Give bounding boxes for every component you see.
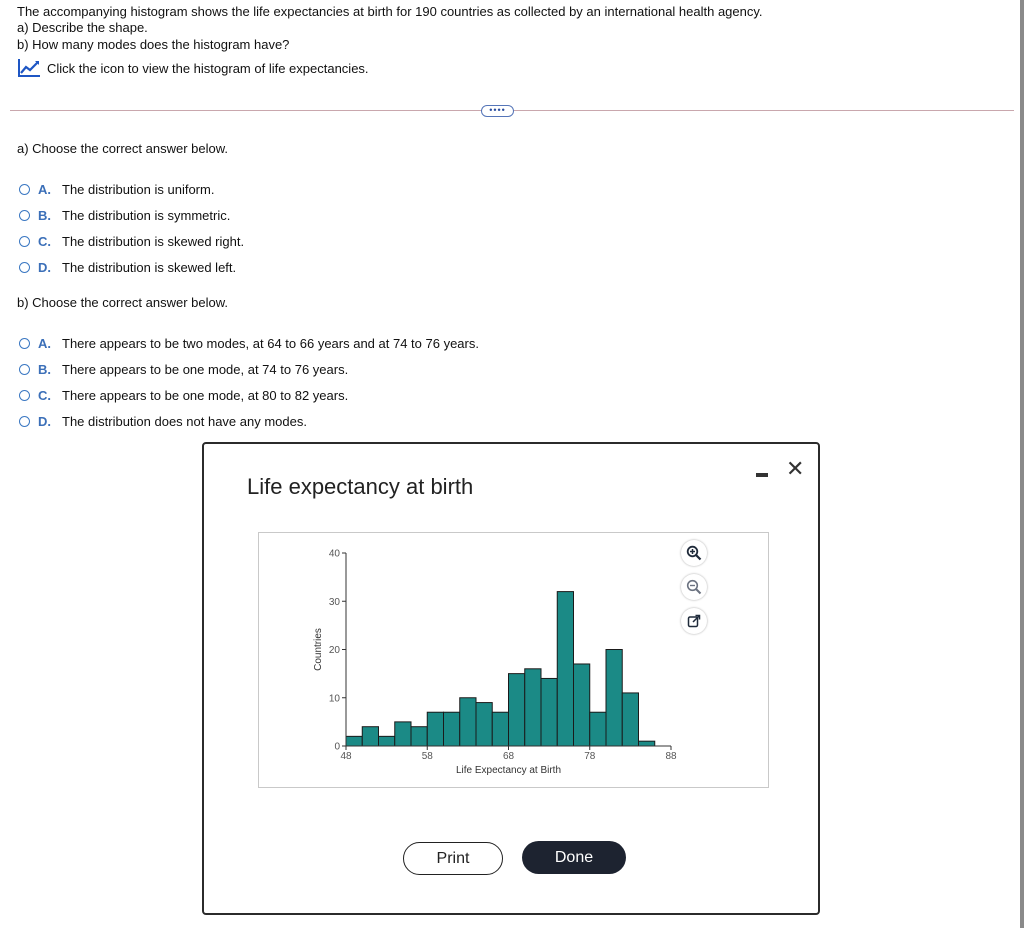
histogram-bar (346, 736, 362, 746)
histogram-bar (541, 678, 557, 746)
question-part-b: b) How many modes does the histogram have? (17, 37, 290, 52)
part-b-prompt: b) Choose the correct answer below. (17, 295, 228, 310)
question-part-a: a) Describe the shape. (17, 20, 148, 35)
histogram-bar (622, 693, 638, 746)
histogram-bar (362, 727, 378, 746)
x-tick-label: 68 (502, 751, 515, 762)
histogram-bar (395, 722, 411, 746)
radio-circle-icon[interactable] (19, 210, 30, 221)
histogram-bar (509, 674, 525, 746)
done-button[interactable]: Done (522, 841, 626, 874)
option-letter: D. (38, 413, 51, 429)
histogram-bar (427, 712, 443, 746)
histogram-bar (444, 712, 460, 746)
option-text: The distribution does not have any modes. (62, 413, 307, 429)
question-intro: The accompanying histogram shows the life expectancies at birth for 190 countries as collected by an international health agency. (17, 4, 763, 19)
radio-circle-icon[interactable] (19, 364, 30, 375)
option-text: There appears to be one mode, at 74 to 76 years. (62, 361, 349, 377)
zoom-in-icon (686, 545, 702, 561)
zoom-out-icon (686, 579, 702, 595)
close-icon[interactable]: ✕ (786, 456, 805, 481)
histogram-bar (476, 703, 492, 746)
option-text: The distribution is uniform. (62, 181, 215, 197)
histogram-bar (525, 669, 541, 746)
x-tick-label: 88 (665, 751, 677, 762)
option-text: The distribution is skewed right. (62, 233, 245, 249)
radio-circle-icon[interactable] (19, 262, 30, 273)
histogram-link-row (17, 58, 369, 78)
part-a-prompt: a) Choose the correct answer below. (17, 141, 228, 156)
histogram-bar (379, 736, 395, 746)
x-tick-label: 58 (421, 751, 433, 762)
radio-circle-icon[interactable] (19, 236, 30, 247)
popout-button[interactable] (681, 608, 707, 634)
y-tick-label: 10 (328, 693, 340, 705)
histogram-dialog (202, 442, 820, 915)
radio-circle-icon[interactable] (19, 338, 30, 349)
option-letter: C. (38, 233, 51, 249)
histogram-bar (574, 664, 590, 746)
radio-circle-icon[interactable] (19, 416, 30, 427)
zoom-in-button[interactable] (681, 540, 707, 566)
part-a-option-c[interactable] (19, 233, 244, 249)
histogram-bar (557, 592, 573, 746)
expand-more-button[interactable]: •••• (481, 105, 514, 117)
part-b-option-b[interactable] (19, 361, 348, 377)
option-letter: C. (38, 387, 51, 403)
chart-container (258, 532, 769, 788)
radio-circle-icon[interactable] (19, 390, 30, 401)
option-letter: B. (38, 361, 51, 377)
part-b-option-a[interactable] (19, 335, 479, 351)
part-b-option-c[interactable] (19, 387, 348, 403)
print-button[interactable]: Print (403, 842, 503, 875)
option-text: The distribution is skewed left. (62, 259, 237, 275)
part-b-option-d[interactable] (19, 413, 307, 429)
y-tick-label: 40 (328, 548, 340, 560)
histogram-bar (460, 698, 476, 746)
x-axis-label: Life Expectancy at Birth (455, 765, 562, 776)
window-right-edge (1020, 0, 1024, 928)
option-text: There appears to be one mode, at 80 to 82 years. (62, 387, 349, 403)
part-a-option-a[interactable] (19, 181, 214, 197)
x-tick-label: 78 (584, 751, 596, 762)
part-a-option-b[interactable] (19, 207, 230, 223)
histogram-link-text: Click the icon to view the histogram of life expectancies. (47, 60, 369, 76)
zoom-out-button[interactable] (681, 574, 707, 600)
y-tick-label: 30 (328, 596, 340, 608)
histogram-chart (259, 533, 768, 787)
option-letter: A. (38, 181, 51, 197)
histogram-bar (411, 727, 427, 746)
histogram-bar (606, 650, 622, 747)
option-letter: B. (38, 207, 51, 223)
histogram-bar (590, 712, 606, 746)
y-tick-label: 20 (328, 645, 340, 656)
histogram-bar (639, 741, 655, 746)
dialog-title: Life expectancy at birth (247, 474, 474, 499)
chart-icon[interactable] (17, 58, 41, 78)
y-axis-label: Countries (313, 628, 324, 671)
option-text: There appears to be two modes, at 64 to 66 years and at 74 to 76 years. (62, 335, 479, 351)
histogram-bar (492, 712, 508, 746)
y-tick-label: 0 (334, 741, 340, 753)
minimize-icon[interactable] (756, 473, 768, 477)
radio-circle-icon[interactable] (19, 184, 30, 195)
external-link-icon (687, 614, 701, 628)
part-a-option-d[interactable] (19, 259, 236, 275)
option-letter: D. (38, 259, 51, 275)
option-letter: A. (38, 335, 51, 351)
option-text: The distribution is symmetric. (62, 207, 231, 223)
x-tick-label: 48 (340, 751, 352, 762)
